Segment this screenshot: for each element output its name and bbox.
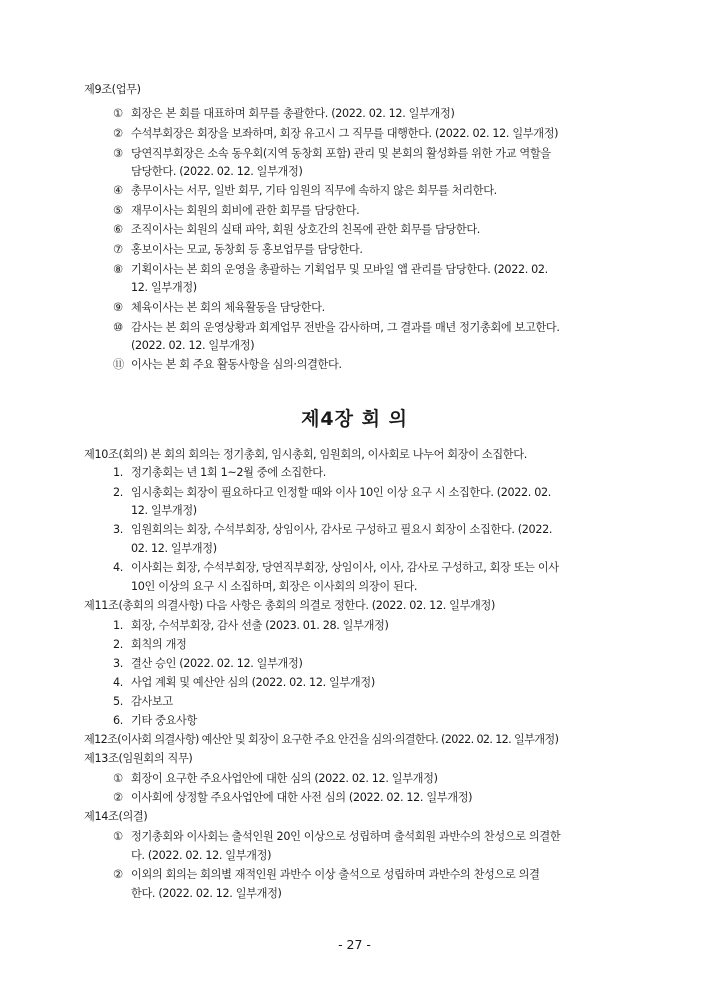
chapter-title: 제4장 회 의 <box>301 408 408 430</box>
art10-item-3: 3. 임원회의는 회장, 수석부회장, 상임이사, 감사로 구성하고 필요시 회장이 소집한다. (2022. <box>113 523 553 536</box>
art11-item-6: 6. 기타 중요사항 <box>113 714 197 727</box>
art11-item-2: 2. 회칙의 개정 <box>113 638 187 651</box>
art14-item-2-cont: 한다. (2022. 02. 12. 일부개정) <box>131 887 282 900</box>
art14-item-1-cont: 다. (2022. 02. 12. 일부개정) <box>131 849 272 862</box>
art9-item-1: ① 회장은 본 회를 대표하며 회무를 총괄한다. (2022. 02. 12. 일부개정) <box>113 107 455 120</box>
art14-item-1: ① 정기총회와 이사회는 출석인원 20인 이상으로 성립하며 출석회원 과반수의 찬성으로 의결한 <box>113 830 561 843</box>
art11-item-5: 5. 감사보고 <box>113 695 173 708</box>
art11-item-1: 1. 회장, 수석부회장, 감사 선출 (2023. 01. 28. 일부개정) <box>113 619 389 632</box>
art10-item-2: 2. 임시총회는 회장이 필요하다고 인정할 때와 이사 10인 이상 요구 시 소집한다. (2022. 02. <box>113 486 551 499</box>
art10-item-4: 4. 이사회는 회장, 수석부회장, 당연직부회장, 상임이사, 이사, 감사로 구성하고, 회장 또는 이사 <box>113 561 559 574</box>
art9-item-3: ③ 당연직부회장은 소속 동우회(지역 동창회 포함) 관리 및 본회의 활성화를 위한 가교 역할을 <box>113 147 551 160</box>
art11-item-4: 4. 사업 계획 및 예산안 심의 (2022. 02. 12. 일부개정) <box>113 676 375 689</box>
art9-item-4: ④ 총무이사는 서무, 일반 회무, 기타 임원의 직무에 속하지 않은 회무를 처리한다. <box>113 184 497 197</box>
article-14-title: 제14조(의결) <box>84 810 148 823</box>
art9-item-9: ⑨ 체육이사는 본 회의 체육활동을 담당한다. <box>113 301 325 314</box>
page-number: - 27 - <box>338 937 371 952</box>
art9-item-5: ⑤ 재무이사는 회원의 회비에 관한 회무를 담당한다. <box>113 204 360 217</box>
art9-item-10: ⑩ 감사는 본 회의 운영상황과 회계업무 전반을 감사하며, 그 결과를 매년 정기총회에 보고한다. <box>113 321 560 334</box>
art13-item-2: ② 이사회에 상정할 주요사업안에 대한 사전 심의 (2022. 02. 12. 일부개정) <box>113 791 473 804</box>
art9-item-8-cont: 12. 일부개정) <box>131 281 197 294</box>
art9-item-11: ⑪ 이사는 본 회 주요 활동사항을 심의·의결한다. <box>113 358 342 371</box>
art10-item-2-cont: 12. 일부개정) <box>131 504 197 517</box>
article-9-title: 제9조(업무) <box>84 83 141 96</box>
art10-item-4-cont: 10인 이상의 요구 시 소집하며, 회장은 이사회의 의장이 된다. <box>131 580 418 593</box>
art10-item-1: 1. 정기총회는 년 1회 1~2월 중에 소집한다. <box>113 466 326 479</box>
art9-item-8: ⑧ 기획이사는 본 회의 운영을 총괄하는 기획업무 및 모바일 앱 관리를 담당한다. (2022. 02. <box>113 263 548 276</box>
art9-item-7: ⑦ 홍보이사는 모교, 동창회 등 홍보업무를 담당한다. <box>113 243 363 256</box>
art9-item-3-cont: 담당한다. (2022. 02. 12. 일부개정) <box>131 165 303 178</box>
art9-item-2: ② 수석부회장은 회장을 보좌하며, 회장 유고시 그 직무를 대행한다. (2022. 02. 12. 일부개정) <box>113 127 559 140</box>
article-10-title: 제10조(회의) 본 회의 회의는 정기총회, 임시총회, 임원회의, 이사회로 나누어 회장이 소집한다. <box>84 448 527 461</box>
article-11-title: 제11조(총회의 의결사항) 다음 사항은 총회의 의결로 정한다. (2022. 02. 12. 일부개정) <box>84 599 495 612</box>
art10-item-3-cont: 02. 12. 일부개정) <box>131 542 217 555</box>
article-13-title: 제13조(임원회의 직무) <box>84 752 193 765</box>
art9-item-6: ⑥ 조직이사는 회원의 실태 파악, 회원 상호간의 친목에 관한 회무를 담당한다. <box>113 223 480 236</box>
article-12-title: 제12조(이사회 의결사항) 예산안 및 회장이 요구한 주요 안건을 심의·의결한다. (2022. 02. 12. 일부개정) <box>84 733 559 746</box>
art13-item-1: ① 회장이 요구한 주요사업안에 대한 심의 (2022. 02. 12. 일부개정) <box>113 772 438 785</box>
art14-item-2: ② 이외의 회의는 회의별 재적인원 과반수 이상 출석으로 성립하며 과반수의 찬성으로 의결 <box>113 868 540 881</box>
art11-item-3: 3. 결산 승인 (2022. 02. 12. 일부개정) <box>113 657 303 670</box>
art9-item-10-cont: (2022. 02. 12. 일부개정) <box>131 339 255 352</box>
